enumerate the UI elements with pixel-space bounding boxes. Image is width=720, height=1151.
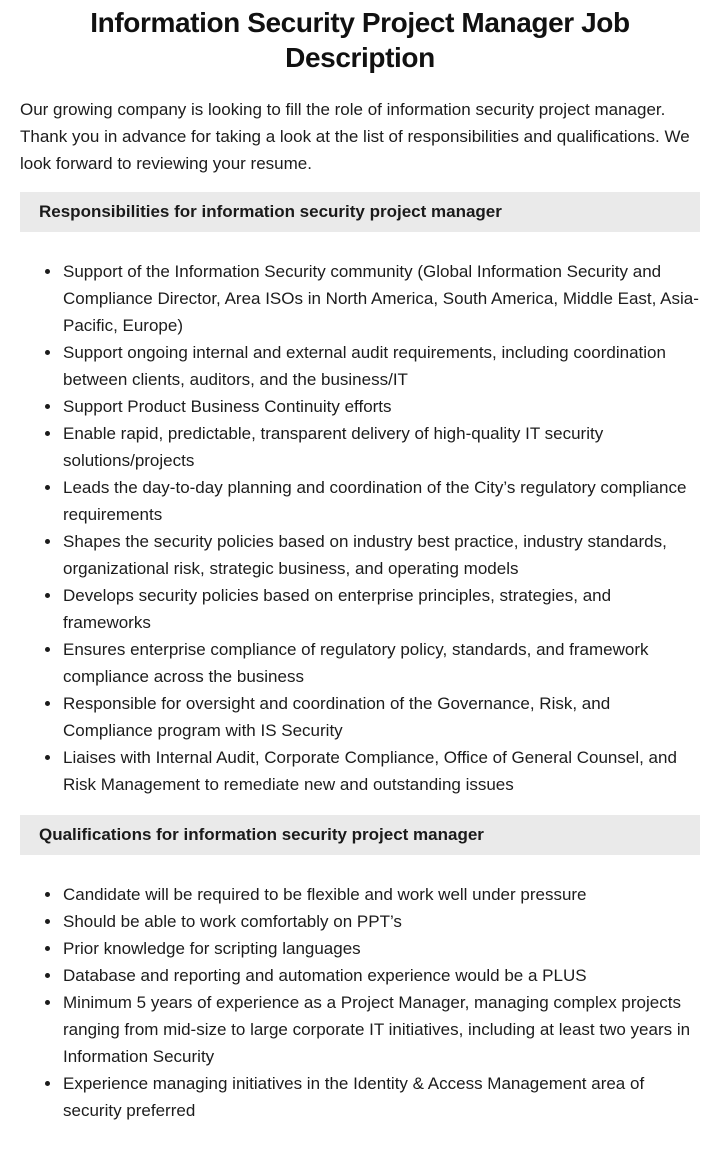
list-item: • Experience managing initiatives in the Identity & Access Management area of security preferred	[62, 1070, 700, 1124]
list-item: • Liaises with Internal Audit, Corporate Compliance, Office of General Counsel, and Risk Management to remediate new and outstanding issues	[62, 744, 700, 798]
section-heading-responsibilities: Responsibilities for information security project manager	[20, 192, 700, 232]
list-item: • Leads the day-to-day planning and coordination of the City’s regulatory compliance requirements	[62, 474, 700, 528]
list-item: • Support of the Information Security community (Global Information Security and Compliance Director, Area ISOs in North America, South America, Middle East, Asia-Pacific, Europe)	[62, 258, 700, 339]
qualifications-list	[20, 881, 700, 1124]
job-description-page	[0, 5, 720, 1124]
list-item: • Support Product Business Continuity efforts	[62, 393, 700, 420]
list-item: • Support ongoing internal and external audit requirements, including coordination between clients, auditors, and the business/IT	[62, 339, 700, 393]
list-item: • Ensures enterprise compliance of regulatory policy, standards, and framework compliance across the business	[62, 636, 700, 690]
intro-paragraph: Our growing company is looking to fill the role of information security project manager. Thank you in advance for taking a look at the list of responsibilities and qualifications. We look forward to reviewing your resume.	[20, 100, 690, 173]
responsibilities-list	[20, 258, 700, 798]
list-item: • Candidate will be required to be flexible and work well under pressure	[62, 881, 700, 908]
list-item: • Should be able to work comfortably on PPT’s	[62, 908, 700, 935]
list-item: • Prior knowledge for scripting languages	[62, 935, 700, 962]
page-title: Information Security Project Manager Job Description	[90, 7, 630, 73]
list-item: • Minimum 5 years of experience as a Project Manager, managing complex projects ranging from mid-size to large corporate IT initiatives, including at least two years in Information Security	[62, 989, 700, 1070]
list-item: • Database and reporting and automation experience would be a PLUS	[62, 962, 700, 989]
list-item: • Shapes the security policies based on industry best practice, industry standards, organizational risk, strategic business, and operating models	[62, 528, 700, 582]
list-item: • Responsible for oversight and coordination of the Governance, Risk, and Compliance program with IS Security	[62, 690, 700, 744]
list-item: • Enable rapid, predictable, transparent delivery of high-quality IT security solutions/projects	[62, 420, 700, 474]
section-heading-qualifications: Qualifications for information security project manager	[20, 815, 700, 855]
list-item: • Develops security policies based on enterprise principles, strategies, and frameworks	[62, 582, 700, 636]
